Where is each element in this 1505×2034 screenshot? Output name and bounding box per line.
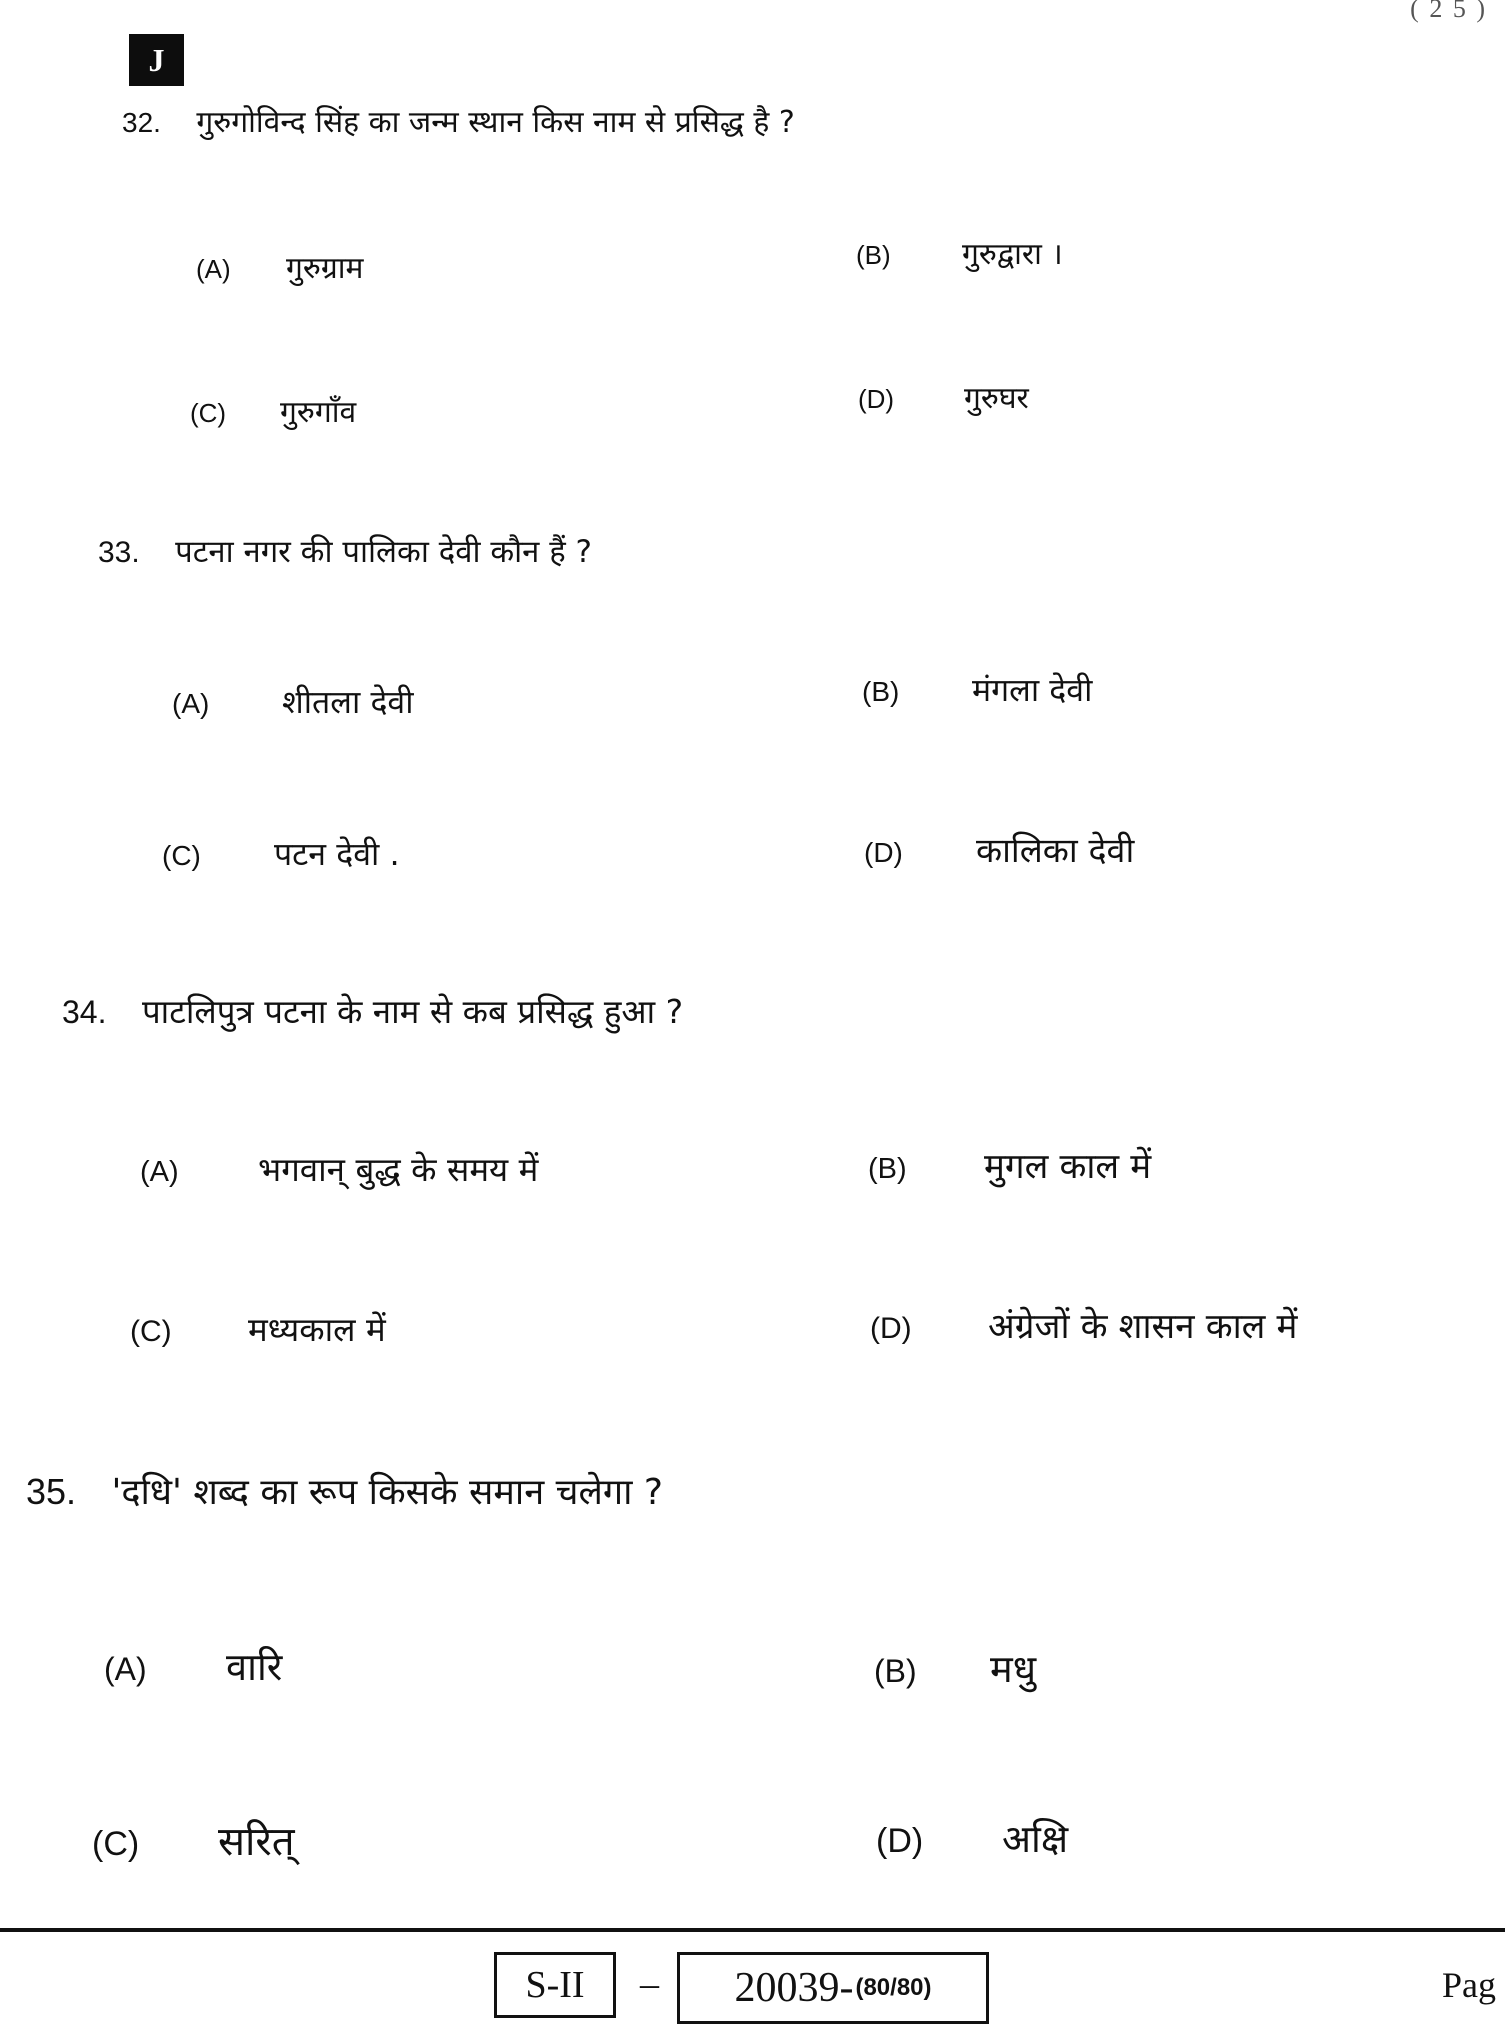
option-34-a[interactable] xyxy=(140,1146,538,1191)
option-35-d[interactable] xyxy=(876,1812,1068,1864)
option-34-d[interactable] xyxy=(870,1302,1297,1349)
option-label: (C) xyxy=(130,1315,172,1348)
question-32 xyxy=(122,100,795,141)
paper-code-box xyxy=(677,1952,989,2024)
option-33-c[interactable] xyxy=(162,832,400,875)
option-label: (A) xyxy=(172,688,210,719)
option-33-a[interactable] xyxy=(172,680,414,723)
option-32-c[interactable] xyxy=(190,390,356,431)
option-text: गुरुग्राम xyxy=(286,251,364,286)
footer-divider xyxy=(0,1928,1505,1932)
question-text: पाटलिपुत्र पटना के नाम से कब प्रसिद्ध हुआ ? xyxy=(141,992,684,1031)
option-text: सरित् xyxy=(218,1819,295,1865)
option-label: (D) xyxy=(858,384,895,414)
option-label: (D) xyxy=(870,1312,912,1345)
question-text: 'दधि' शब्द का रूप किसके समान चलेगा ? xyxy=(111,1472,664,1513)
option-label: (A) xyxy=(196,254,231,284)
page-label: Pag xyxy=(1442,1965,1496,2005)
option-32-b[interactable] xyxy=(856,232,1063,273)
series-code: S-II xyxy=(525,1964,585,2006)
option-text: शीतला देवी xyxy=(282,683,414,721)
question-text: पटना नगर की पालिका देवी कौन हैं ? xyxy=(175,534,592,570)
page-count: (80/80) xyxy=(855,1974,932,2001)
option-text: कालिका देवी xyxy=(976,831,1135,871)
option-text: मध्यकाल में xyxy=(248,1310,386,1349)
option-label: (A) xyxy=(140,1156,179,1188)
page-footer xyxy=(0,1950,1505,2020)
option-text: मुगल काल में xyxy=(984,1147,1152,1187)
option-33-d[interactable] xyxy=(864,826,1134,872)
paper-code: 20039- xyxy=(734,1965,854,2011)
option-34-b[interactable] xyxy=(868,1142,1151,1189)
option-text: मधु xyxy=(990,1647,1037,1691)
option-label: (D) xyxy=(876,1822,924,1860)
option-label: (A) xyxy=(104,1651,147,1687)
question-number: 35. xyxy=(26,1471,77,1512)
option-label: (B) xyxy=(874,1653,917,1689)
question-34 xyxy=(62,988,683,1033)
question-text: गुरुगोविन्द सिंह का जन्म स्थान किस नाम से प्रसिद्ध है ? xyxy=(196,105,795,140)
option-text: गुरुगाँव xyxy=(280,395,357,430)
series-code-box xyxy=(494,1952,616,2018)
question-35 xyxy=(26,1466,663,1515)
option-35-c[interactable] xyxy=(92,1812,295,1867)
option-label: (B) xyxy=(856,240,891,270)
option-label: (C) xyxy=(162,840,201,871)
page-number-fragment: ( 2 5 ) xyxy=(1410,0,1487,23)
option-label: (C) xyxy=(92,1825,140,1863)
option-label: (B) xyxy=(868,1153,907,1185)
option-text: पटन देवी . xyxy=(274,835,400,873)
option-label: (C) xyxy=(190,398,227,428)
question-number: 32. xyxy=(122,107,161,138)
code-separator: – xyxy=(640,1963,659,2005)
option-text: मंगला देवी xyxy=(972,671,1093,709)
set-code-badge: J xyxy=(129,34,184,86)
option-34-c[interactable] xyxy=(130,1306,386,1351)
option-35-b[interactable] xyxy=(874,1642,1036,1694)
question-number: 33. xyxy=(98,536,140,569)
option-text: गुरुघर xyxy=(964,381,1029,416)
option-text: अक्षि xyxy=(1002,1817,1069,1861)
option-label: (D) xyxy=(864,837,903,868)
option-32-a[interactable] xyxy=(196,246,363,287)
question-number: 34. xyxy=(62,994,107,1030)
option-text: वारि xyxy=(226,1645,283,1689)
option-32-d[interactable] xyxy=(858,376,1029,417)
option-35-a[interactable] xyxy=(104,1640,282,1692)
option-text: अंग्रेजों के शासन काल में xyxy=(988,1307,1298,1347)
option-text: भगवान् बुद्ध के समय में xyxy=(258,1150,539,1189)
option-text: गुरुद्वारा । xyxy=(962,237,1063,272)
option-33-b[interactable] xyxy=(862,668,1092,711)
question-33 xyxy=(98,530,592,572)
option-label: (B) xyxy=(862,676,900,707)
